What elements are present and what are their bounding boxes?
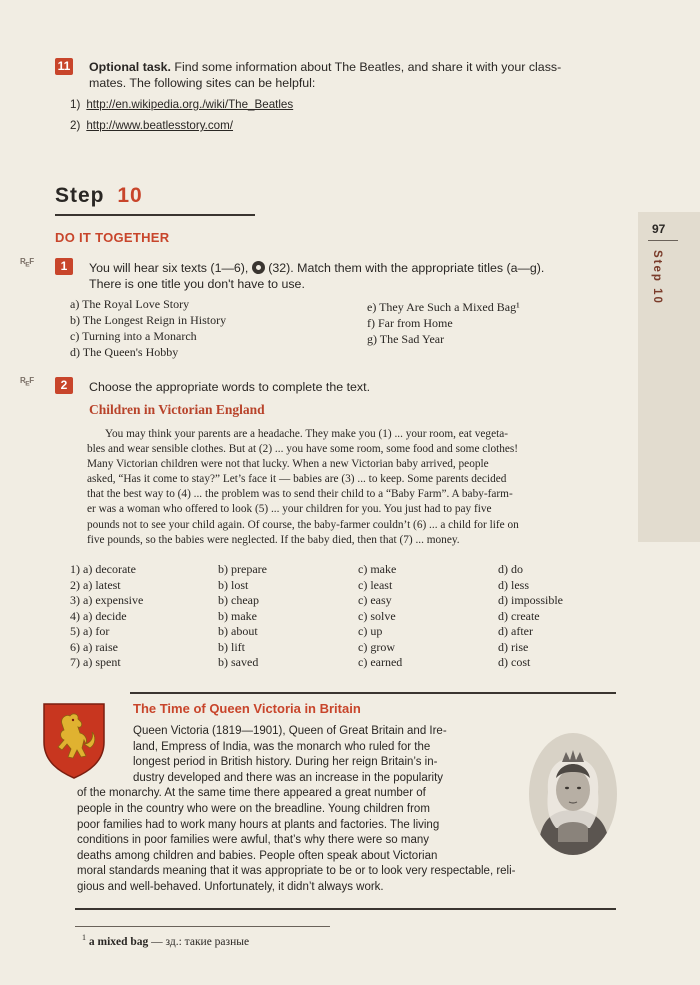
footnote-term: a mixed bag [88, 935, 149, 948]
step-underline [55, 214, 255, 216]
paragraph-line: pounds not to see your child again. Of course, the baby-farmer couldn’t (6) ... a child for life on [87, 518, 519, 531]
option: c) earned [358, 655, 403, 669]
task11-text [89, 59, 629, 91]
task11-line2: mates. The following sites can be helpful: [89, 76, 316, 90]
option: b) cheap [218, 593, 259, 607]
text-paragraph [87, 427, 622, 548]
title-option: c) Turning into a Monarch [70, 329, 197, 343]
info-line: deaths among children and babies. People often speak about Victorian [77, 849, 438, 862]
link-row-1[interactable] [70, 98, 293, 111]
task11-label: Optional task. [89, 60, 171, 74]
paragraph-line: five pounds, so the babies were neglected. If the baby died, then that (7) ... money. [87, 533, 460, 546]
step-number: 10 [117, 184, 143, 207]
option: 5) a) for [70, 624, 110, 638]
task1-line2: There is one title you don't have to use. [89, 277, 305, 291]
wikipedia-link[interactable]: http://en.wikipedia.org./wiki/The_Beatles [86, 98, 294, 111]
option: d) create [498, 608, 540, 623]
text-title: Children in Victorian England [89, 402, 265, 417]
option: 4) a) decide [70, 608, 127, 623]
title-option: b) The Longest Reign in History [70, 313, 227, 327]
step-heading [55, 184, 143, 208]
option: b) lift [218, 639, 245, 654]
info-line: land, Empress of India, was the monarch who ruled for the [133, 740, 431, 753]
option: c) least [358, 577, 393, 592]
footnote-gloss: — зд.: такие разные [148, 935, 250, 948]
title-option: f) Far from Home [367, 316, 453, 330]
task1-line1b: (32). Match them with the appropriate titles (a—g). [268, 261, 545, 275]
tab-divider [648, 240, 678, 241]
info-box-text [77, 724, 516, 896]
option: b) lost [218, 577, 249, 592]
paragraph-line: asked, “Has it come to stay?” Let’s face it — babies are (3) ... to keep. Some parents decided [87, 473, 507, 486]
option: 3) a) expensive [70, 593, 144, 607]
info-box-title: The Time of Queen Victoria in Britain [133, 701, 361, 716]
info-box-top-rule [130, 692, 616, 694]
option: d) less [498, 577, 529, 592]
ref-icon: $R_EF$ [20, 257, 34, 269]
option: c) solve [358, 608, 396, 623]
option: d) rise [498, 639, 529, 654]
option: b) about [218, 624, 258, 638]
task-number-badge: 11 [55, 58, 73, 75]
footnote-rule [75, 926, 330, 927]
option: c) up [358, 624, 383, 638]
option: d) do [498, 562, 523, 576]
task2-instruction: Choose the appropriate words to complete the text. [89, 380, 371, 394]
footnote-mark: 1 [82, 933, 86, 942]
beatlesstory-link[interactable]: http://www.beatlesstory.com/ [86, 119, 234, 132]
option: c) grow [358, 639, 395, 654]
option: b) saved [218, 655, 259, 669]
info-line: Queen Victoria (1819—1901), Queen of Great Britain and Ire- [133, 725, 447, 737]
paragraph-line: Many Victorian children were not that lucky. When a new Victorian baby arrived, people [87, 458, 489, 471]
option: 2) a) latest [70, 577, 121, 592]
title-option: g) The Sad Year [367, 332, 445, 346]
cd-icon [252, 261, 265, 274]
option: c) easy [358, 593, 392, 607]
option: 1) a) decorate [70, 562, 136, 576]
option: d) after [498, 624, 533, 638]
info-line: longest period in British history. During her reign Britain’s in- [133, 756, 438, 769]
section-title: DO IT TOGETHER [55, 230, 170, 245]
option: b) make [218, 608, 257, 623]
link-row-2[interactable] [70, 119, 233, 132]
task1-text [89, 260, 649, 292]
info-box-bottom-rule [75, 908, 616, 910]
paragraph-line: You may think your parents are a headache. They make you (1) ... your room, eat vegeta- [105, 428, 509, 440]
vertical-step-label: Step 10 [651, 250, 663, 305]
queen-victoria-portrait [528, 732, 618, 856]
info-line: poor families had to work many hours at plants and factories. The living [77, 818, 440, 831]
task-number-badge: 2 [55, 377, 73, 394]
footnote [82, 933, 249, 948]
info-line: gious and well-behaved. Unfortunately, it didn’t always work. [77, 880, 384, 893]
link-number: 1) [70, 98, 81, 111]
title-option: a) The Royal Love Story [70, 297, 190, 311]
info-line: conditions in poor families were awful, that’s why there were so many [77, 834, 429, 847]
title-option: e) They Are Such a Mixed Bag¹ [367, 300, 520, 314]
info-line: moral standards meaning that it was appropriate to be or to look very respectable, reli- [77, 865, 516, 878]
info-line: of the monarchy. At the same time there appeared a great number of [77, 787, 426, 800]
option: 6) a) raise [70, 639, 118, 654]
paragraph-line: er was a woman who offered to look (5) ... your children for you. You just had to pay five [87, 503, 492, 516]
page-number: 97 [652, 222, 666, 236]
task-number-badge: 1 [55, 258, 73, 275]
link-number: 2) [70, 119, 81, 132]
title-option: d) The Queen's Hobby [70, 345, 179, 359]
option: d) cost [498, 655, 531, 669]
task11-line1: Find some information about The Beatles, and share it with your class- [170, 60, 562, 74]
info-line: people in the country who were on the breadline. Young children from [77, 802, 430, 815]
ref-icon: $R_EF$ [20, 376, 34, 388]
option: 7) a) spent [70, 655, 121, 669]
option: c) make [358, 562, 397, 576]
option: b) prepare [218, 562, 267, 576]
paragraph-line: that the best way to (4) ... the problem was to send their child to a “Baby Farm”. A baby-farm- [87, 488, 513, 501]
step-word: Step [55, 184, 105, 207]
task1-line1: You will hear six texts (1—6), [89, 261, 249, 275]
paragraph-line: bles and wear sensible clothes. But at (2) ... you have some room, some food and some clothes! [87, 443, 519, 456]
options-grid [70, 562, 590, 677]
info-line: dustry developed and there was an increase in the popularity [133, 771, 444, 784]
option: d) impossible [498, 593, 563, 607]
